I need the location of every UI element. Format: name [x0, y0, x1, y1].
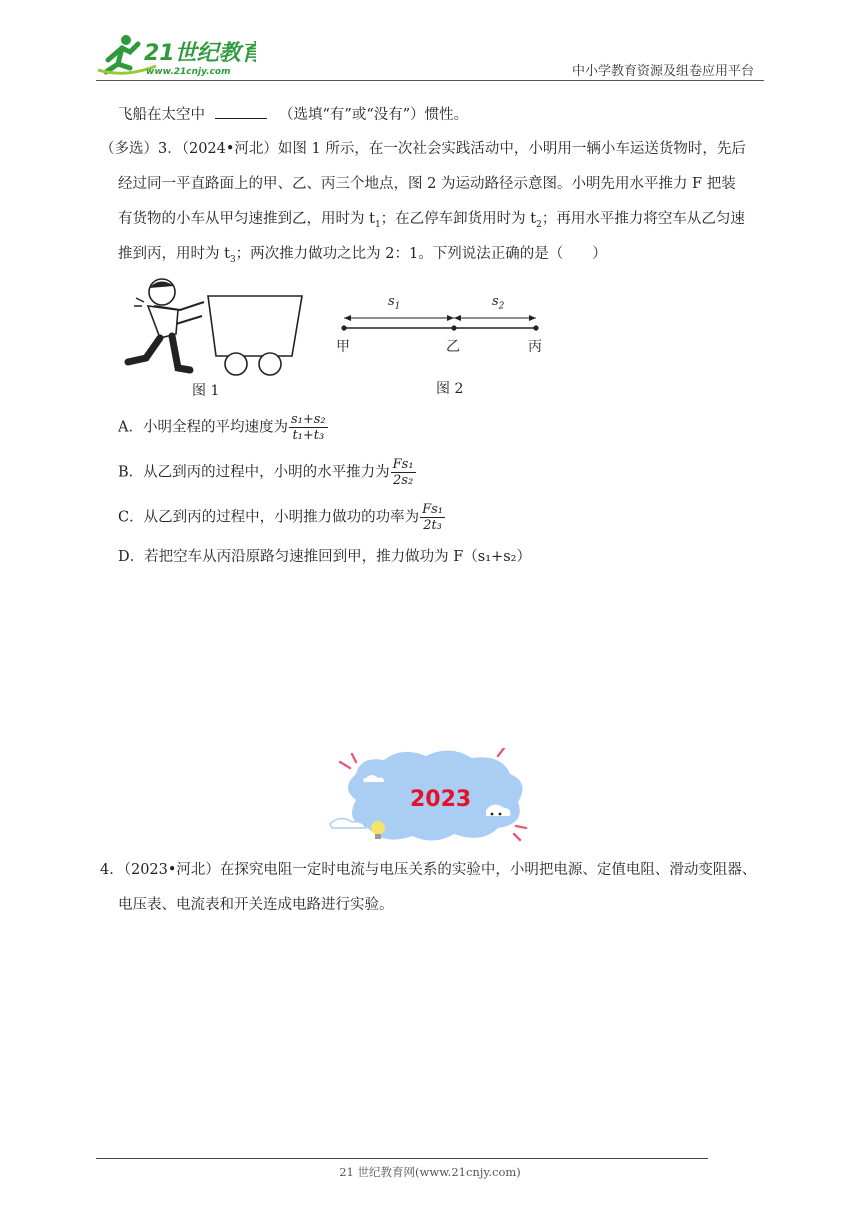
option-a-text: A．小明全程的平均速度为 — [118, 419, 288, 436]
segment-label-s2: $s_2$ — [492, 294, 505, 312]
option-b[interactable] — [118, 457, 416, 488]
q3-line4 — [118, 244, 607, 270]
q3-line3 — [118, 209, 745, 235]
q3-line2: 经过同一平直路面上的甲、乙、丙三个地点，图 2 为运动路径示意图。小明先用水平推力 F 把装 — [118, 176, 736, 192]
platform-name: 中小学教育资源及组卷应用平台 — [571, 64, 754, 79]
option-b-fraction: $\frac{\text{Fs₁}}{\text{2s₂}}$ — [392, 457, 414, 488]
option-a-fraction: $\frac{\text{s₁+s₂}}{\text{t₁+t₃}}$ — [290, 412, 326, 443]
q2-tail-line — [118, 104, 468, 125]
point-label-jia: 甲 — [336, 339, 350, 355]
q4-line1: 4．（2023•河北）在探究电阻一定时电流与电压关系的实验中，小明把电源、定值电阻、滑动变阻器、 — [100, 862, 757, 878]
q3-line3-part-b: ；在乙停车卸货用时为 t — [380, 211, 537, 227]
sub-3: 3 — [229, 254, 236, 265]
option-d[interactable]: D．若把空车从丙沿原路匀速推回到甲，推力做功为 F（s₁+s₂） — [118, 549, 531, 565]
answer-blank[interactable] — [215, 104, 267, 119]
footer-text[interactable]: 21 世纪教育网(www.21cnjy.com) — [339, 1165, 521, 1179]
q3-line4-part-a: 推到丙，用时为 t — [118, 246, 230, 262]
option-c-fraction: $\frac{\text{Fs₁}}{\text{2t₃}}$ — [422, 502, 443, 533]
figure-1 — [116, 276, 312, 400]
option-c-text: C．从乙到丙的过程中，小明推力做功的功率为 — [118, 509, 420, 526]
footer-divider — [96, 1158, 708, 1159]
option-a[interactable] — [118, 412, 328, 443]
q4-line2: 电压表、电流表和开关连成电路进行实验。 — [118, 897, 394, 913]
header-divider — [96, 80, 764, 81]
q3-line1: （多选）3．（2024•河北）如图 1 所示，在一次社会实践活动中，小明用一辆小车运送货物时，先后 — [100, 141, 746, 157]
q3-line3-part-a: 有货物的小车从甲匀速推到乙，用时为 t — [118, 211, 375, 227]
logo-url: www.21cnjy.com — [146, 67, 231, 77]
cloud-badge-graphic — [326, 748, 536, 846]
point-label-bing: 丙 — [528, 339, 542, 355]
q3-line3-part-c: ；再用水平推力将空车从乙匀速 — [541, 211, 745, 227]
option-c[interactable] — [118, 502, 445, 533]
fig2-caption: 图 2 — [436, 381, 464, 397]
option-b-text: B．从乙到丙的过程中，小明的水平推力为 — [118, 464, 390, 481]
q2-tail-text: 飞船在太空中 — [118, 107, 205, 123]
sub-2: 2 — [536, 219, 542, 230]
fig1-caption: 图 1 — [192, 383, 220, 399]
sub-1: 1 — [374, 219, 381, 230]
figure-2 — [332, 290, 552, 400]
site-logo — [96, 30, 256, 78]
path-diagram — [332, 290, 552, 350]
segment-label-s1: $s_1$ — [388, 294, 401, 312]
logo-text: 21世纪教育 — [144, 41, 256, 66]
year-label: 2023 — [410, 787, 472, 812]
year-badge — [326, 748, 536, 846]
q2-tail-after: （选填“有”或“没有”）惯性。 — [279, 107, 469, 123]
q3-line4-part-b: ；两次推力做功之比为 2：1。下列说法正确的是（ ） — [235, 246, 607, 262]
point-label-yi: 乙 — [446, 339, 460, 355]
